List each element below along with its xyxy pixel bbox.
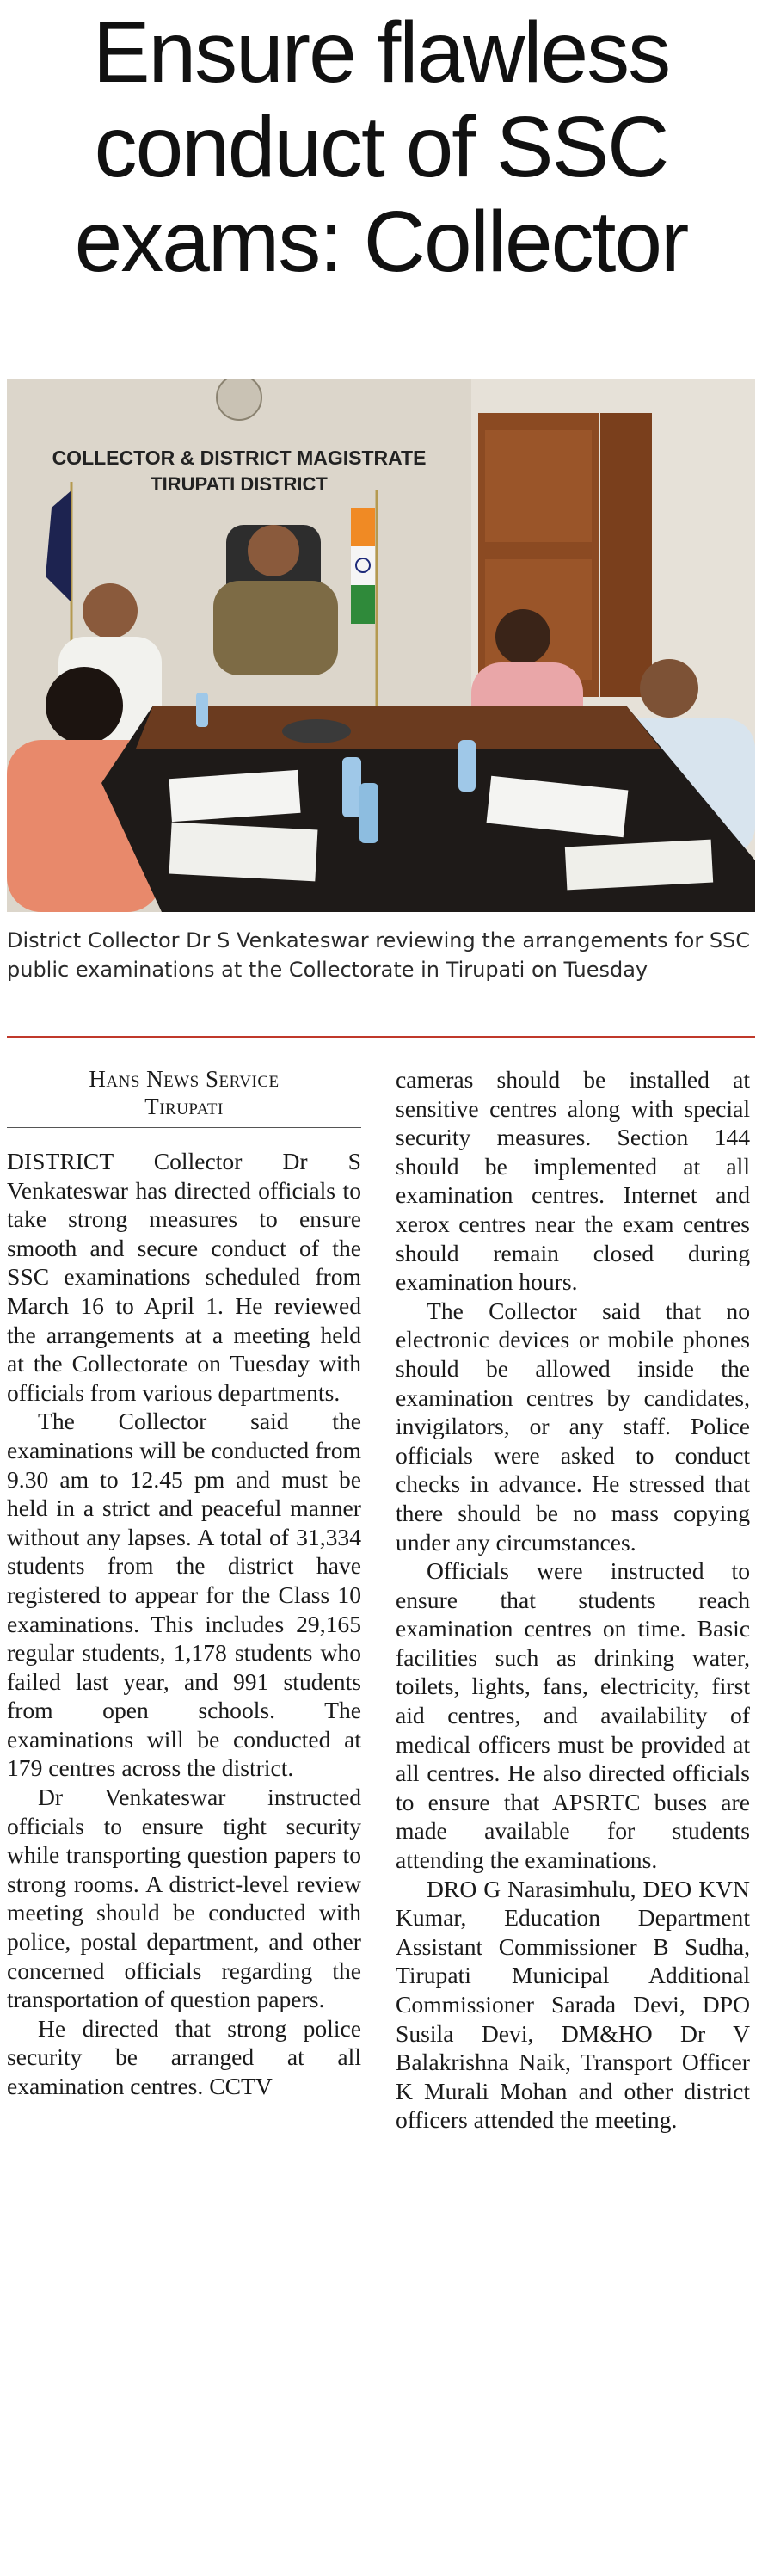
byline-agency: Hans News Service bbox=[89, 1066, 280, 1092]
article-paragraph: He directed that strong police security be arranged at all examination centres. CCTV bbox=[7, 2014, 361, 2099]
headline-line-2: conduct of SSC bbox=[94, 99, 668, 195]
article-paragraph: Officials were instructed to ensure that students reach examination centres on time. Basic facilities such as drinking water, toilets, lights, fans, electricity, first aid centres, and availability of medical officers must be provided at all centres. He also directed officials to ensure that APSRTC buses are made available for students attending the examinations. bbox=[396, 1557, 750, 1874]
article-paragraph: The Collector said that no electronic devices or mobile phones should be allowed inside the examination centres by candidates, invigilators, or any staff. Police officials were asked to conduct checks in advance. He stressed that there should be no mass copying under any circumstances. bbox=[396, 1297, 750, 1556]
article-paragraph: cameras should be installed at sensitive centres along with special security measures. Section 144 should be implemented at all examination centres. Internet and xerox centres near the exam centres should remain closed during examination hours. bbox=[396, 1066, 750, 1296]
byline bbox=[7, 1065, 361, 1128]
sign-line-1: COLLECTOR & DISTRICT MAGISTRATE bbox=[52, 447, 427, 469]
article-paragraph: The Collector said the examinations will be conducted from 9.30 am to 12.45 pm and must be held in a strict and peaceful manner without any lapses. A total of 31,334 students from the district have registered to appear for the Class 10 examinations. This includes 29,165 regular students, 1,178 students who failed last year, and 991 students from open schools. The examinations will be conducted at 179 centres across the district. bbox=[7, 1408, 361, 1782]
article-paragraph: DRO G Narasimhulu, DEO KVN Kumar, Education Department Assistant Commissioner B Sudha, Tirupati Municipal Additional Commissioner Sarada Devi, DPO Susila Devi, DM&HO Dr V Balakrishna Naik, Transport Officer K Murali Mohan and other district officers attended the meeting. bbox=[396, 1875, 750, 2134]
article-column-right bbox=[396, 1065, 750, 2135]
article-paragraph: Dr Venkateswar instructed officials to ensure tight security while transporting question papers to strong rooms. A district-level review meeting should be conducted with police, postal department, and other concerned officials regarding the transportation of question papers. bbox=[7, 1784, 361, 2013]
sign-line-2: TIRUPATI DISTRICT bbox=[151, 473, 328, 495]
headline-line-3: exams: Collector bbox=[74, 194, 688, 290]
article-paragraph: DISTRICT Collector Dr S Venkateswar has directed officials to take strong measures to ensure smooth and secure conduct of the SSC examinations scheduled from March 16 to April 1. He reviewed the arrangements at a meeting held at the Collectorate on Tuesday with officials from various departments. bbox=[7, 1148, 361, 1406]
photo-caption: District Collector Dr S Venkateswar reviewing the arrangements for SSC public examinations at the Collectorate in Tirupati on Tuesday bbox=[7, 928, 751, 982]
article-body bbox=[7, 1065, 755, 2571]
byline-place: Tirupati bbox=[144, 1094, 224, 1119]
meeting-photo bbox=[7, 379, 755, 912]
article-column-left bbox=[7, 1065, 361, 2101]
headline bbox=[7, 5, 755, 289]
caption-divider bbox=[7, 1036, 755, 1038]
headline-line-1: Ensure flawless bbox=[92, 4, 670, 101]
